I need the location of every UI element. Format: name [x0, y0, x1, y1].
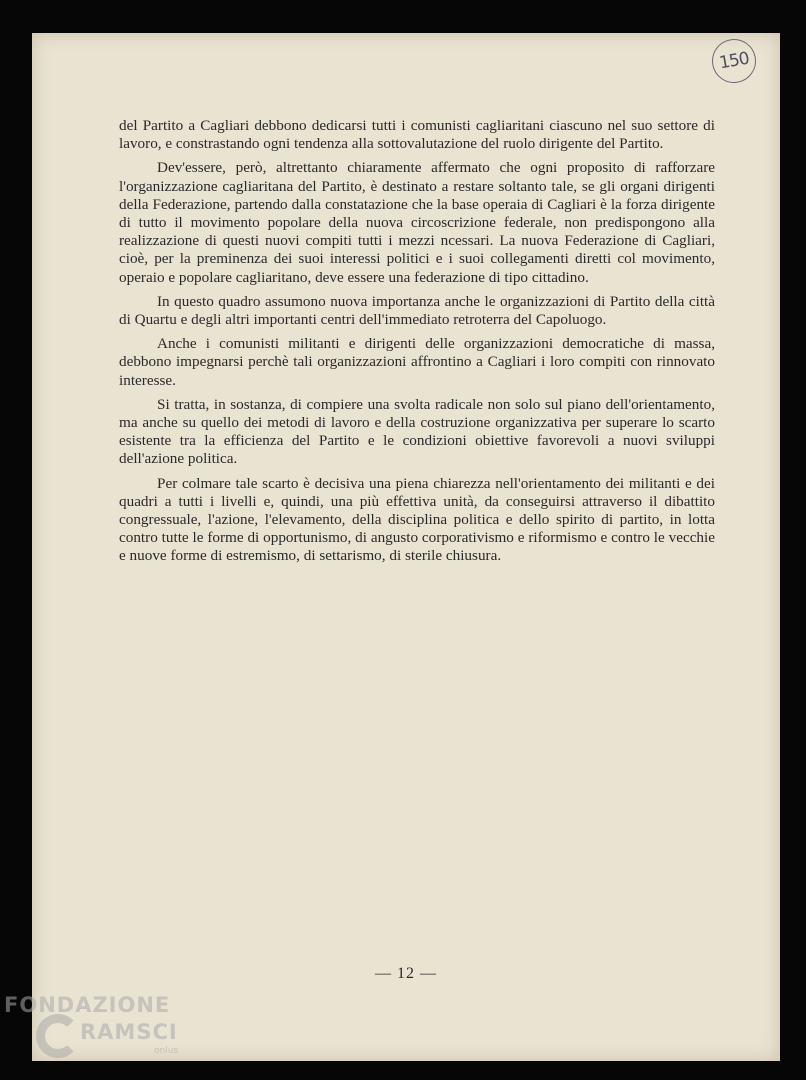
watermark-line-2: RAMSCI [80, 1020, 178, 1044]
document-page [32, 33, 780, 1061]
gramsci-g-logo-icon [36, 1014, 80, 1058]
paragraph-6: Per colmare tale scarto è decisiva una piena chiarezza nell'orientamento dei militanti e dei quadri a tutti i livelli e, quindi, una più effettiva unità, da conseguirsi attraverso il dibattito congressuale, l'azione, l'elevamento, della disciplina politica e dello spirito di partito, in lotta contro tutte le forme di opportunismo, di angusto corporativismo e riformismo e contro le vecchie e nuove forme di estremismo, di settarismo, di sterile chiusura. [119, 474, 715, 565]
body-text [119, 117, 715, 572]
paragraph-1: del Partito a Cagliari debbono dedicarsi tutti i comunisti cagliaritani ciascuno nel suo settore di lavoro, e constrastando ogni tendenza alla sottovalutazione del ruolo dirigente del Partito. [119, 117, 715, 153]
paragraph-5: Si tratta, in sostanza, di compiere una svolta radicale non solo sul piano dell'orientamento, ma anche su quello dei metodi di lavoro e della costruzione organizzativa per superare lo scarto esistente tra la efficienza del Partito e le condizioni obiettive favorevoli a nuovi sviluppi dell'azione politica. [119, 395, 715, 468]
watermark-line-1: FONDAZIONE [4, 993, 171, 1017]
page-folio: — 12 — [375, 965, 437, 982]
handwritten-page-number: 150 [709, 36, 760, 87]
fondazione-gramsci-watermark [4, 990, 204, 1070]
watermark-line-3: onlus [154, 1046, 179, 1056]
paragraph-3: In questo quadro assumono nuova importanza anche le organizzazioni di Partito della città di Quartu e degli altri importanti centri dell'immediato retroterra del Capoluogo. [119, 292, 715, 329]
paragraph-2: Dev'essere, però, altrettanto chiaramente affermato che ogni proposito di rafforzare l'organizzazione cagliaritana del Partito, è destinato a restare soltanto tale, se gli organi dirigenti della Federazione, partendo dalla constatazione che la base operaia di Cagliari è la forza dirigente di tutto il movimento popolare della nuova circoscrizione federale, non predispongono alla realizzazione di questi nuovi compiti tutti i mezzi ncessari. La nuova Federazione di Cagliari, cioè, per la preminenza dei suoi interessi politici e i suoi collegamenti diretti col movimento, operaio e popolare cagliaritano, deve essere una federazione di tipo cittadino. [119, 159, 715, 286]
paragraph-4: Anche i comunisti militanti e dirigenti delle organizzazioni democratiche di massa, debbono impegnarsi perchè tali organizzazioni affrontino a Cagliari i loro compiti con rinnovato interesse. [119, 335, 715, 389]
